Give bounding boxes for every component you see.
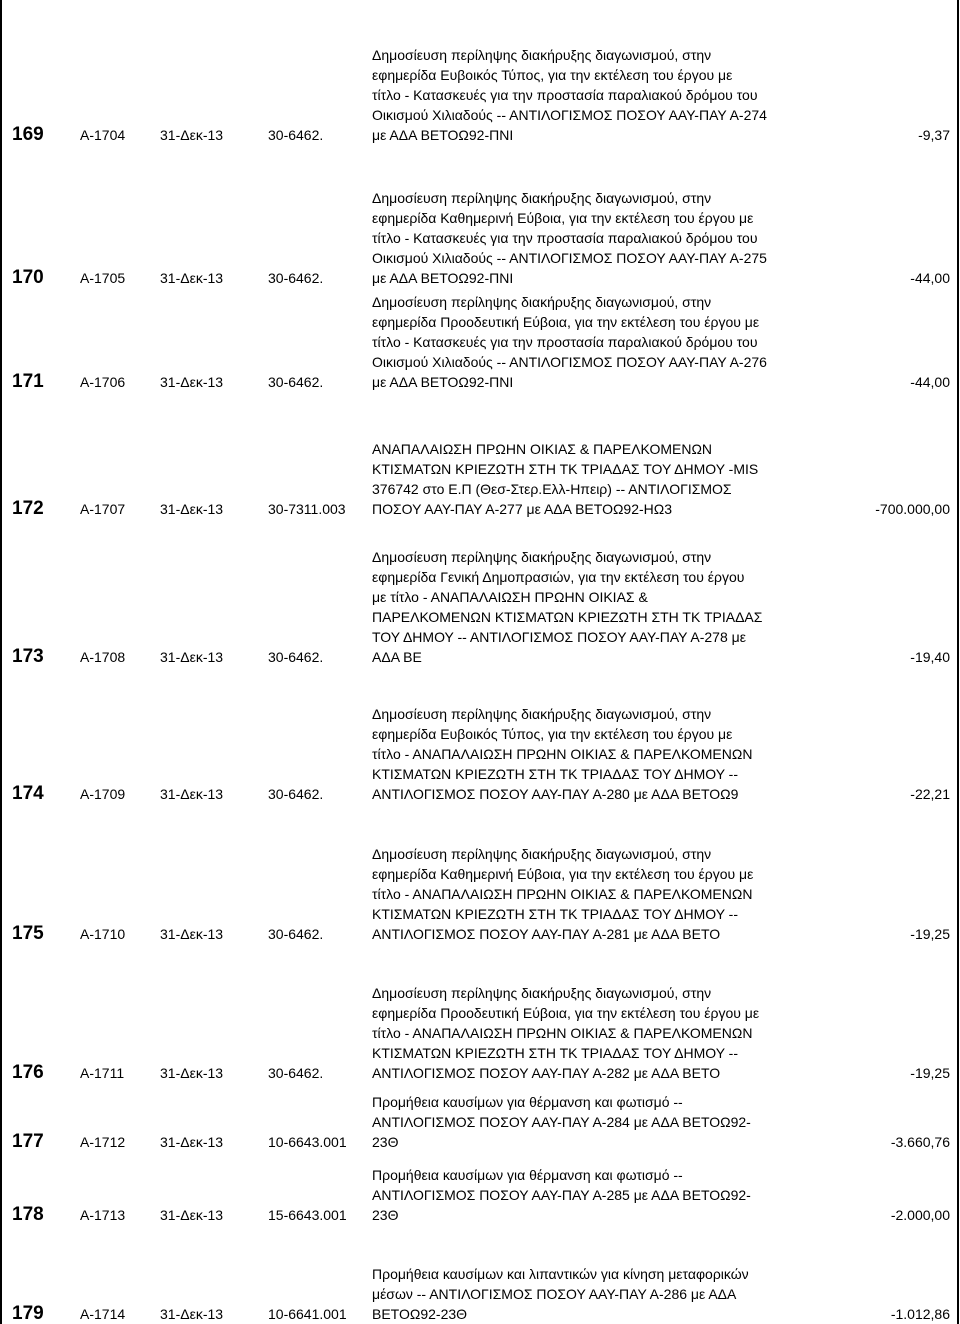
description-line: Δημοσίευση περίληψης διακήρυξης διαγωνισμού, στην [372,47,712,63]
document-code: Α-1713 [80,1207,126,1223]
document-date: 31-Δεκ-13 [160,374,224,390]
account-code: 30-6462. [268,786,324,802]
amount: -19,40 [910,649,950,665]
account-code: 10-6641.001 [268,1306,347,1322]
description-line: Οικισμού Χιλιαδούς -- ΑΝΤΙΛΟΓΙΣΜΟΣ ΠΟΣΟΥ ΑΑΥ-ΠΑΥ Α-274 [372,107,767,123]
description-line: Οικισμού Χιλιαδούς -- ΑΝΤΙΛΟΓΙΣΜΟΣ ΠΟΣΟΥ ΑΑΥ-ΠΑΥ Α-275 [372,250,767,266]
table-row [0,45,960,145]
description [372,844,842,944]
document-code: Α-1707 [80,501,126,517]
description-line: Δημοσίευση περίληψης διακήρυξης διαγωνισμού, στην [372,294,712,310]
description-line: ΠΟΣΟΥ ΑΑΥ-ΠΑΥ Α-277 με ΑΔΑ ΒΕΤΟΩ92-ΗΩ3 [372,501,673,517]
document-code: Α-1714 [80,1306,126,1322]
description-line: ΠΑΡΕΛΚΟΜΕΝΩΝ ΚΤΙΣΜΑΤΩΝ ΚΡΙΕΖΩΤΗ ΣΤΗ ΤΚ ΤΡΙΑΔΑΣ [372,609,763,625]
amount: -19,25 [910,1065,950,1081]
description-line: ΑΝΑΠΑΛΑΙΩΣΗ ΠΡΩΗΝ ΟΙΚΙΑΣ & ΠΑΡΕΛΚΟΜΕΝΩΝ [372,441,713,457]
table-row [0,844,960,944]
account-code: 10-6643.001 [268,1134,347,1150]
account-code: 30-6462. [268,374,324,390]
description-line: εφημερίδα Ευβοικός Τύπος, για την εκτέλεση του έργου με [372,67,733,83]
description-line: με ΑΔΑ ΒΕΤΟΩ92-ΠΝΙ [372,374,514,390]
document-code: Α-1708 [80,649,126,665]
document-date: 31-Δεκ-13 [160,1306,224,1322]
description-line: Δημοσίευση περίληψης διακήρυξης διαγωνισμού, στην [372,706,712,722]
description-line: Οικισμού Χιλιαδούς -- ΑΝΤΙΛΟΓΙΣΜΟΣ ΠΟΣΟΥ ΑΑΥ-ΠΑΥ Α-276 [372,354,767,370]
amount: -3.660,76 [890,1134,950,1150]
amount: -2.000,00 [890,1207,950,1223]
row-number: 176 [12,1062,44,1083]
amount: -9,37 [918,127,950,143]
description-line: με ΑΔΑ ΒΕΤΟΩ92-ΠΝΙ [372,270,514,286]
description-line: εφημερίδα Προοδευτική Εύβοια, για την εκτέλεση του έργου με [372,1005,760,1021]
description-line: τίτλο - ΑΝΑΠΑΛΑΙΩΣΗ ΠΡΩΗΝ ΟΙΚΙΑΣ & ΠΑΡΕΛΚΟΜΕΝΩΝ [372,746,753,762]
description-line: ΚΤΙΣΜΑΤΩΝ ΚΡΙΕΖΩΤΗ ΣΤΗ ΤΚ ΤΡΙΑΔΑΣ ΤΟΥ ΔΗΜΟΥ -MIS [372,461,759,477]
table-row [0,292,960,392]
description-line: ΑΝΤΙΛΟΓΙΣΜΟΣ ΠΟΣΟΥ ΑΑΥ-ΠΑΥ Α-282 με ΑΔΑ ΒΕΤΟ [372,1065,721,1081]
description [372,983,842,1083]
description [372,704,842,804]
description-line: Δημοσίευση περίληψης διακήρυξης διαγωνισμού, στην [372,985,712,1001]
description-line: Δημοσίευση περίληψης διακήρυξης διαγωνισμού, στην [372,846,712,862]
description-line: τίτλο - ΑΝΑΠΑΛΑΙΩΣΗ ΠΡΩΗΝ ΟΙΚΙΑΣ & ΠΑΡΕΛΚΟΜΕΝΩΝ [372,886,753,902]
document-code: Α-1712 [80,1134,126,1150]
table-row [0,188,960,288]
document-code: Α-1711 [80,1065,125,1081]
document-code: Α-1709 [80,786,126,802]
description-line: 23Θ [372,1134,399,1150]
description-line: εφημερίδα Γενική Δημοπρασιών, για την εκτέλεση του έργου [372,569,745,585]
description-line: ΚΤΙΣΜΑΤΩΝ ΚΡΙΕΖΩΤΗ ΣΤΗ ΤΚ ΤΡΙΑΔΑΣ ΤΟΥ ΔΗΜΟΥ -- [372,766,739,782]
row-number: 179 [12,1303,44,1324]
account-code: 30-6462. [268,1065,324,1081]
amount: -44,00 [910,270,950,286]
document-date: 31-Δεκ-13 [160,1134,224,1150]
description-line: 23Θ [372,1207,399,1223]
table-row [0,1092,960,1152]
account-code: 15-6643.001 [268,1207,347,1223]
description [372,188,842,288]
row-number: 177 [12,1131,44,1152]
table-row [0,439,960,519]
document-code: Α-1705 [80,270,126,286]
document-code: Α-1710 [80,926,126,942]
document-date: 31-Δεκ-13 [160,649,224,665]
row-number: 175 [12,923,44,944]
description [372,439,842,519]
amount: -1.012,86 [890,1306,950,1322]
description-line: Δημοσίευση περίληψης διακήρυξης διαγωνισμού, στην [372,190,712,206]
document-date: 31-Δεκ-13 [160,1207,224,1223]
document-date: 31-Δεκ-13 [160,1065,224,1081]
description-line: τίτλο - Κατασκευές για την προστασία παραλιακού δρόμου του [372,334,758,350]
description-line: 376742 στο Ε.Π (Θεσ-Στερ.Ελλ-Ηπειρ) -- ΑΝΤΙΛΟΓΙΣΜΟΣ [372,481,732,497]
description-line: Προμήθεια καυσίμων για θέρμανση και φωτισμό -- [372,1094,683,1110]
description-line: ΒΕΤΟΩ92-23Θ [372,1306,468,1322]
table-row [0,1165,960,1225]
description [372,547,842,667]
account-code: 30-7311.003 [268,501,346,517]
description-line: τίτλο - ΑΝΑΠΑΛΑΙΩΣΗ ΠΡΩΗΝ ΟΙΚΙΑΣ & ΠΑΡΕΛΚΟΜΕΝΩΝ [372,1025,753,1041]
description-line: ΚΤΙΣΜΑΤΩΝ ΚΡΙΕΖΩΤΗ ΣΤΗ ΤΚ ΤΡΙΑΔΑΣ ΤΟΥ ΔΗΜΟΥ -- [372,906,739,922]
description-line: Προμήθεια καυσίμων και λιπαντικών για κίνηση μεταφορικών [372,1266,749,1282]
description-line: Δημοσίευση περίληψης διακήρυξης διαγωνισμού, στην [372,549,712,565]
document-date: 31-Δεκ-13 [160,786,224,802]
description-line: εφημερίδα Προοδευτική Εύβοια, για την εκτέλεση του έργου με [372,314,760,330]
description-line: ΚΤΙΣΜΑΤΩΝ ΚΡΙΕΖΩΤΗ ΣΤΗ ΤΚ ΤΡΙΑΔΑΣ ΤΟΥ ΔΗΜΟΥ -- [372,1045,739,1061]
description-line: μέσων -- ΑΝΤΙΛΟΓΙΣΜΟΣ ΠΟΣΟΥ ΑΑΥ-ΠΑΥ Α-286 με ΑΔΑ [372,1286,737,1302]
description-line: εφημερίδα Καθημερινή Εύβοια, για την εκτέλεση του έργου με [372,210,754,226]
amount: -19,25 [910,926,950,942]
row-number: 172 [12,498,44,519]
description [372,1092,842,1152]
amount: -700.000,00 [875,501,950,517]
document-date: 31-Δεκ-13 [160,926,224,942]
account-code: 30-6462. [268,649,324,665]
description [372,1264,842,1324]
document-code: Α-1706 [80,374,126,390]
row-number: 178 [12,1204,44,1225]
document-date: 31-Δεκ-13 [160,127,224,143]
document-code: Α-1704 [80,127,126,143]
row-number: 171 [12,371,44,392]
description-line: ΑΔΑ ΒΕ [372,649,422,665]
description-line: ΑΝΤΙΛΟΓΙΣΜΟΣ ΠΟΣΟΥ ΑΑΥ-ΠΑΥ Α-281 με ΑΔΑ ΒΕΤΟ [372,926,721,942]
description-line: τίτλο - Κατασκευές για την προστασία παραλιακού δρόμου του [372,230,758,246]
row-number: 169 [12,124,44,145]
row-number: 174 [12,783,44,804]
description-line: με ΑΔΑ ΒΕΤΟΩ92-ΠΝΙ [372,127,514,143]
table-row [0,1264,960,1324]
description-line: εφημερίδα Ευβοικός Τύπος, για την εκτέλεση του έργου με [372,726,733,742]
description-line: ΑΝΤΙΛΟΓΙΣΜΟΣ ΠΟΣΟΥ ΑΑΥ-ΠΑΥ Α-285 με ΑΔΑ ΒΕΤΟΩ92- [372,1187,751,1203]
document-date: 31-Δεκ-13 [160,270,224,286]
description [372,1165,842,1225]
amount: -22,21 [910,786,950,802]
description-line: ΑΝΤΙΛΟΓΙΣΜΟΣ ΠΟΣΟΥ ΑΑΥ-ΠΑΥ Α-280 με ΑΔΑ ΒΕΤΟΩ9 [372,786,739,802]
description [372,292,842,392]
description-line: ΑΝΤΙΛΟΓΙΣΜΟΣ ΠΟΣΟΥ ΑΑΥ-ΠΑΥ Α-284 με ΑΔΑ ΒΕΤΟΩ92- [372,1114,751,1130]
description [372,45,842,145]
description-line: με τίτλο - ΑΝΑΠΑΛΑΙΩΣΗ ΠΡΩΗΝ ΟΙΚΙΑΣ & [372,589,648,605]
description-line: ΤΟΥ ΔΗΜΟΥ -- ΑΝΤΙΛΟΓΙΣΜΟΣ ΠΟΣΟΥ ΑΑΥ-ΠΑΥ Α-278 με [372,629,746,645]
account-code: 30-6462. [268,127,324,143]
document-date: 31-Δεκ-13 [160,501,224,517]
table-row [0,983,960,1083]
amount: -44,00 [910,374,950,390]
row-number: 170 [12,267,44,288]
description-line: Προμήθεια καυσίμων για θέρμανση και φωτισμό -- [372,1167,683,1183]
account-code: 30-6462. [268,926,324,942]
description-line: εφημερίδα Καθημερινή Εύβοια, για την εκτέλεση του έργου με [372,866,754,882]
description-line: τίτλο - Κατασκευές για την προστασία παραλιακού δρόμου του [372,87,758,103]
table-row [0,704,960,804]
account-code: 30-6462. [268,270,324,286]
table-row [0,547,960,667]
row-number: 173 [12,646,44,667]
